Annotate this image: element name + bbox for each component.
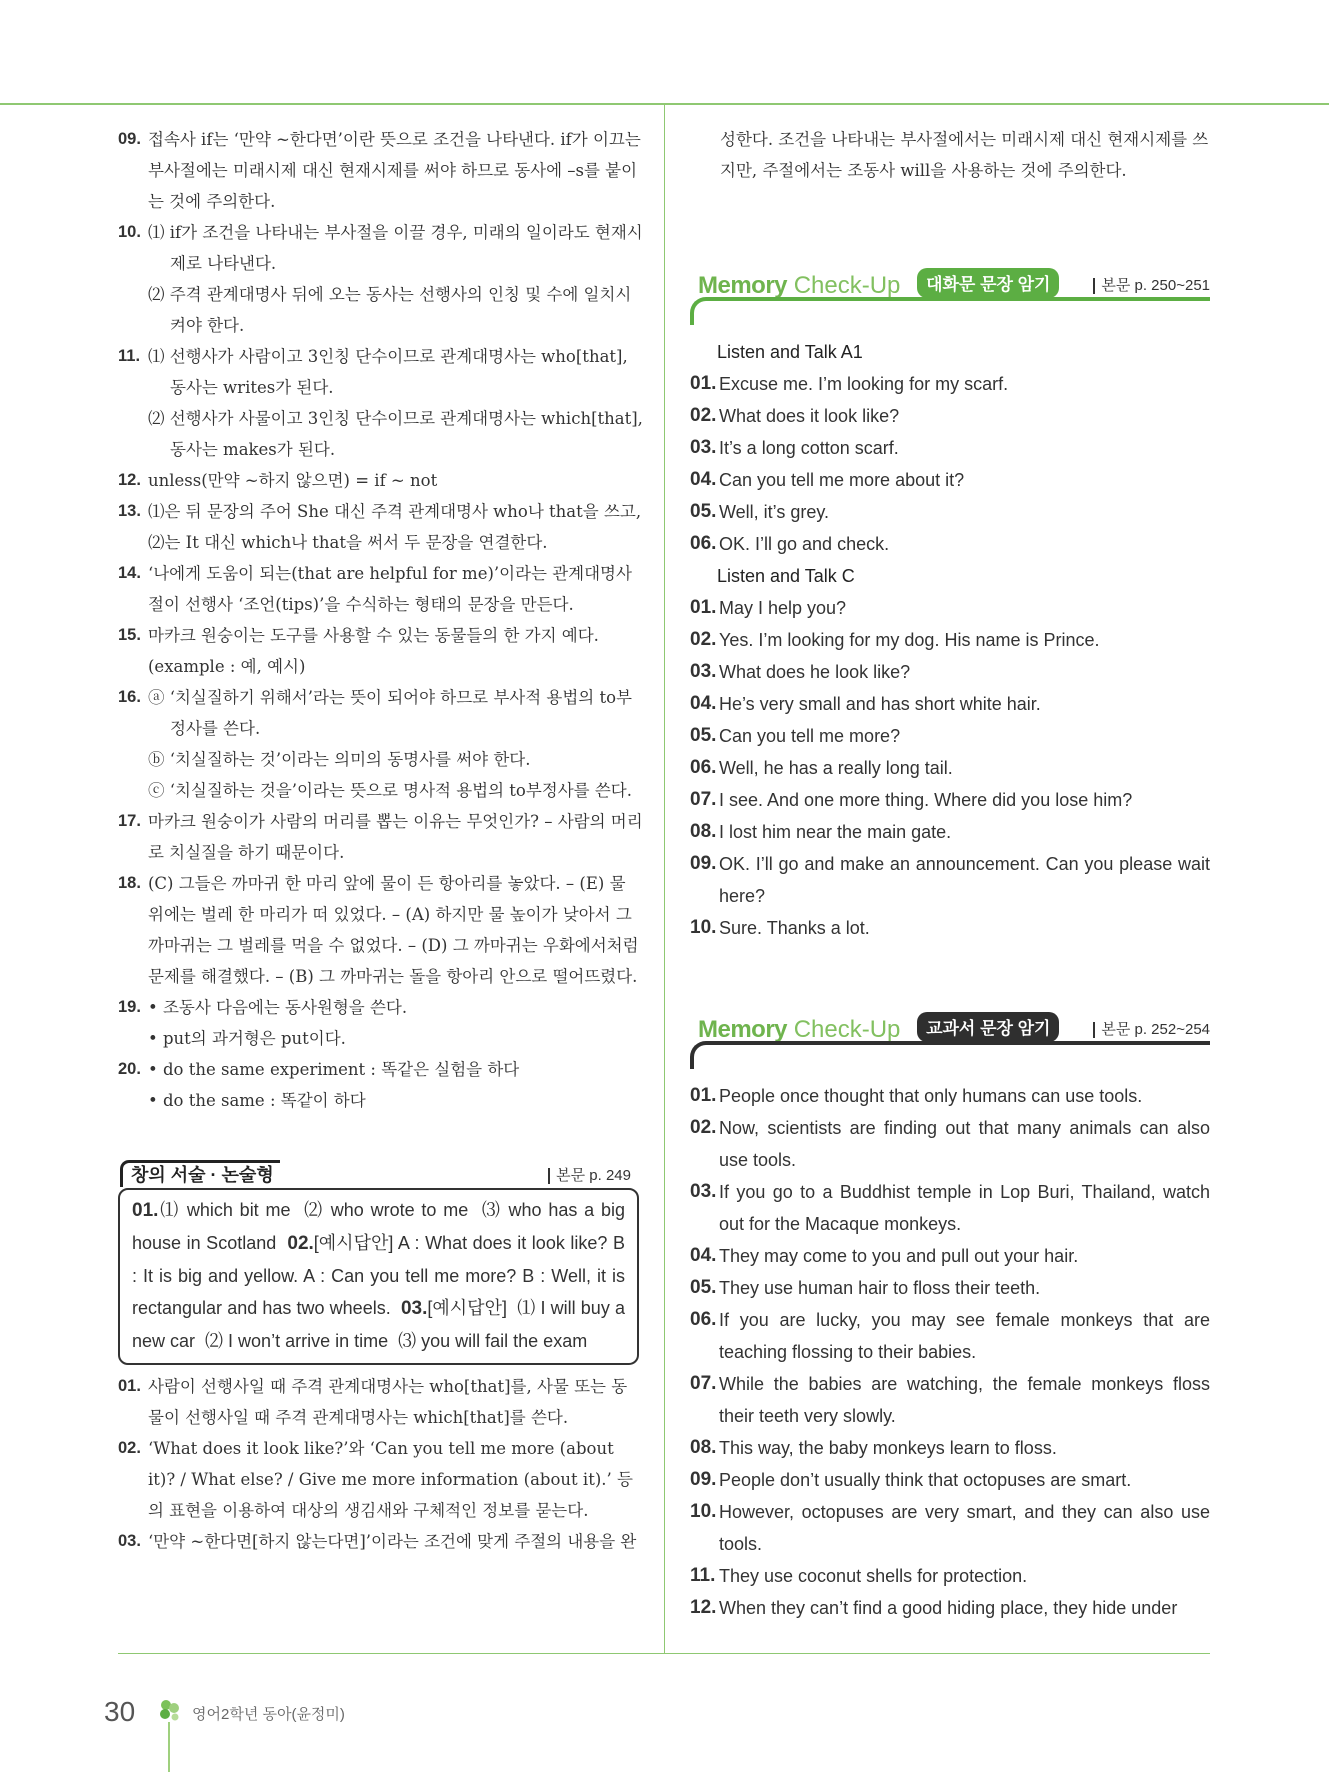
- explanation-item: [118, 868, 643, 992]
- explanation-line: ⑴은 뒤 문장의 주어 She 대신 주격 관계대명사 who나 that을 쓰고, ⑵는 It 대신 which나 that을 써서 두 문장을 연결한다.: [148, 502, 642, 552]
- sentence-item: [690, 1176, 1210, 1240]
- explanation-item: [118, 217, 643, 341]
- explanation-line: • put의 과거형은 put이다.: [148, 1029, 346, 1048]
- explanation-item: [118, 992, 643, 1054]
- item-number: 19.: [118, 998, 141, 1016]
- box-num-01: 01.: [132, 1200, 159, 1221]
- sentence-text: May I help you?: [719, 598, 847, 618]
- explanation-line: ⓑ ‘치실질하는 것’이라는 의미의 동명사를 써야 한다.: [148, 750, 531, 769]
- item-number: 18.: [118, 874, 141, 892]
- sentence-text: Can you tell me more?: [719, 726, 901, 746]
- sentence-text: People don’t usually think that octopuses are smart.: [719, 1470, 1132, 1490]
- explanation-item: [118, 1526, 643, 1557]
- sentence-text: If you go to a Buddhist temple in Lop Buri, Thailand, watch out for the Macaque monkeys.: [719, 1182, 1210, 1234]
- sentence-item: [690, 1432, 1210, 1464]
- explanation-line: ⑵ 주격 관계대명사 뒤에 오는 동사는 선행사의 인칭 및 수에 일치시켜야 한다.: [148, 285, 632, 335]
- explanation-line: 사람이 선행사일 때 주격 관계대명사는 who[that]를, 사물 또는 동물이 선행사일 때 주격 관계대명사는 which[that]를 쓴다.: [148, 1377, 628, 1427]
- sentence-number: 05.: [690, 501, 717, 522]
- sentence-item: [690, 1368, 1210, 1432]
- sentence-item: [690, 1112, 1210, 1176]
- sentence-text: People once thought that only humans can use tools.: [719, 1086, 1143, 1106]
- sentence-number: 02.: [690, 1117, 717, 1138]
- sentence-item: [690, 848, 1210, 912]
- checkup-word-2: Check-Up: [793, 1016, 901, 1043]
- explanation-line: 마카크 원숭이는 도구를 사용할 수 있는 동물들의 한 가지 예다. (example : 예, 예시): [148, 626, 599, 676]
- explanation-line: 접속사 if는 ‘만약 ~한다면’이란 뜻으로 조건을 나타낸다. if가 이끄는 부사절에는 미래시제 대신 현재시제를 써야 하므로 동사에 –s를 붙이는 것에 주의한다.: [148, 130, 641, 211]
- memory-checkup-title: [698, 268, 1059, 300]
- memory-word: Memory: [698, 272, 788, 299]
- bottom-rule: [118, 1653, 1210, 1654]
- sentence-text: It’s a long cotton scarf.: [719, 438, 899, 458]
- explanation-line: ⑴ 선행사가 사람이고 3인칭 단수이므로 관계대명사는 who[that], 동사는 writes가 된다.: [148, 347, 628, 397]
- creative-writing-answer-box: [118, 1188, 639, 1365]
- explanation-line: ‘나에게 도움이 되는(that are helpful for me)’이라는 관계대명사절이 선행사 ‘조언(tips)’을 수식하는 형태의 문장을 만든다.: [148, 564, 632, 614]
- explanation-line: • do the same : 똑같이 하다: [148, 1091, 366, 1110]
- sentence-text: I see. And one more thing. Where did you lose him?: [719, 790, 1133, 810]
- sentence-item: [690, 624, 1210, 656]
- box-answer-1b: ⑵ who wrote to me: [304, 1200, 469, 1220]
- sentence-number: 02.: [690, 629, 717, 650]
- explanation-line: • do the same experiment : 똑같은 실험을 하다: [148, 1060, 520, 1079]
- section-heading: Listen and Talk A1: [717, 342, 863, 362]
- explanation-line: (C) 그들은 까마귀 한 마리 앞에 물이 든 항아리를 놓았다. – (E) 물 위에는 벌레 한 마리가 떠 있었다. – (A) 하지만 물 높이가 낮아서 그 까마귀는 그 벌레를 먹을 수 없었다. – (D) 그 까마귀는 우화에서처럼 문제를 해결했다. – (B) 그 까마귀는 돌을 항아리 안으로 떨어뜨렸다.: [148, 874, 639, 986]
- explanation-line: ‘What does it look like?’와 ‘Can you tell me more (about it)? / What else? / Give me more information (about it).’ 등의 표현을 이용하여 대상의 생김새와 구체적인 정보를 묻는다.: [148, 1439, 633, 1520]
- explanation-item: [118, 806, 643, 868]
- column-divider: [664, 104, 665, 1653]
- sentence-text: Well, it’s grey.: [719, 502, 830, 522]
- item-number: 17.: [118, 812, 141, 830]
- explanation-line: ⓒ ‘치실질하는 것을’이라는 뜻으로 명사적 용법의 to부정사를 쓴다.: [148, 781, 632, 800]
- sentence-text: OK. I’ll go and check.: [719, 534, 890, 554]
- sentence-number: 10.: [690, 1501, 717, 1522]
- green-bracket: [690, 297, 1210, 325]
- explanation-line: ‘만약 ~한다면[하지 않는다면]’이라는 조건에 맞게 주절의 내용을 완: [148, 1532, 637, 1551]
- sentence-text: However, octopuses are very smart, and they can also use tools.: [719, 1502, 1210, 1554]
- explanation-item: [118, 1371, 643, 1433]
- sentence-number: 02.: [690, 405, 717, 426]
- item-number: 16.: [118, 688, 141, 706]
- right-column: [690, 124, 1210, 1624]
- sentence-text: Yes. I’m looking for my dog. His name is Prince.: [719, 630, 1100, 650]
- explanation-item: [118, 558, 643, 620]
- explanation-item: [118, 124, 643, 217]
- explanation-item: [118, 465, 643, 496]
- sentence-number: 04.: [690, 469, 717, 490]
- textbook-sentences: [690, 1080, 1210, 1624]
- explanation-line: ⑴ if가 조건을 나타내는 부사절을 이끌 경우, 미래의 일이라도 현재시제로 나타낸다.: [148, 223, 643, 273]
- sentence-item: [690, 1464, 1210, 1496]
- sentence-number: 09.: [690, 1469, 717, 1490]
- clover-icon: [156, 1697, 184, 1725]
- sentence-item: [690, 368, 1210, 400]
- sentence-item: [690, 912, 1210, 944]
- footer-stem: [168, 1722, 170, 1772]
- sentence-item: [690, 784, 1210, 816]
- sentence-number: 12.: [690, 1597, 717, 1618]
- sentence-item: [690, 528, 1210, 560]
- box-num-03: 03.: [400, 1298, 428, 1319]
- book-title: 영어2학년 동아(윤정미): [192, 1706, 345, 1723]
- sentence-number: 09.: [690, 853, 717, 874]
- creative-writing-header: [118, 1160, 643, 1188]
- item-number: 15.: [118, 626, 141, 644]
- sentence-text: This way, the baby monkeys learn to floss.: [719, 1438, 1057, 1458]
- sentence-number: 06.: [690, 757, 717, 778]
- explanation-line: ⑵ 선행사가 사물이고 3인칭 단수이므로 관계대명사는 which[that], 동사는 makes가 된다.: [148, 409, 643, 459]
- sentence-text: Excuse me. I’m looking for my scarf.: [719, 374, 1009, 394]
- dialogue-badge: 대화문 문장 암기: [917, 268, 1059, 298]
- sentence-number: 01.: [690, 373, 717, 394]
- sentence-text: OK. I’ll go and make an announcement. Can you please wait here?: [719, 854, 1210, 906]
- sentence-item: [690, 1080, 1210, 1112]
- sentence-text: He’s very small and has short white hair.: [719, 694, 1041, 714]
- sentence-text: I lost him near the main gate.: [719, 822, 952, 842]
- sentence-item: [690, 592, 1210, 624]
- sentence-text: They use human hair to floss their teeth.: [719, 1278, 1041, 1298]
- sentence-item: [690, 1272, 1210, 1304]
- sentence-text: Now, scientists are finding out that many animals can also use tools.: [719, 1118, 1210, 1170]
- explanation-line: ⓐ ‘치실질하기 위해서’라는 뜻이 되어야 하므로 부사적 용법의 to부정사를 쓴다.: [148, 688, 632, 738]
- sentence-number: 05.: [690, 725, 717, 746]
- sentence-item: [690, 464, 1210, 496]
- sentence-number: 03.: [690, 437, 717, 458]
- sentence-number: 04.: [690, 693, 717, 714]
- item-number: 10.: [118, 223, 141, 241]
- answer-explanations-list: [118, 124, 643, 1116]
- sentence-number: 01.: [690, 597, 717, 618]
- sentence-item: [690, 1592, 1210, 1624]
- sentence-item: [690, 720, 1210, 752]
- sentence-text: They may come to you and pull out your hair.: [719, 1246, 1079, 1266]
- dialogue-page-ref: 본문 p. 250~251: [1093, 278, 1210, 294]
- item-number: 13.: [118, 502, 141, 520]
- box-answer-3c: ⑶ you will fail the exam: [398, 1331, 588, 1351]
- sentence-item: [690, 1496, 1210, 1560]
- memory-word-2: Memory: [698, 1016, 788, 1043]
- sentence-number: 03.: [690, 1181, 717, 1202]
- creative-writing-page-ref: 본문 p. 249: [548, 1168, 631, 1184]
- sentence-number: 05.: [690, 1277, 717, 1298]
- sentence-item: [690, 432, 1210, 464]
- box-answer-3a: ⑴ I will buy a new car: [132, 1298, 625, 1351]
- item-number: 03.: [118, 1532, 141, 1550]
- sentence-number: 03.: [690, 661, 717, 682]
- box-answer-1a: ⑴ which bit me: [158, 1200, 291, 1220]
- continued-explanation: 성한다. 조건을 나타내는 부사절에서는 미래시제 대신 현재시제를 쓰지만, 주절에서는 조동사 will을 사용하는 것에 주의한다.: [720, 130, 1209, 180]
- sentence-item: [690, 400, 1210, 432]
- sentence-number: 10.: [690, 917, 717, 938]
- sentence-text: What does he look like?: [719, 662, 911, 682]
- sentence-item: [690, 1304, 1210, 1368]
- item-number: 20.: [118, 1060, 141, 1078]
- item-number: 09.: [118, 130, 141, 148]
- sentence-item: [690, 1240, 1210, 1272]
- item-number: 01.: [118, 1377, 141, 1395]
- sentence-text: When they can’t find a good hiding place, they hide under: [719, 1598, 1178, 1618]
- page-number: 30: [104, 1696, 136, 1727]
- explanation-line: unless(만약 ~하지 않으면) = if ~ not: [148, 471, 438, 490]
- memory-checkup-title-2: [698, 1012, 1059, 1044]
- memory-checkup-dialogue-header: [690, 264, 1210, 326]
- sentence-number: 11.: [690, 1565, 716, 1586]
- left-column: [118, 124, 643, 1557]
- sentence-number: 08.: [690, 821, 717, 842]
- sentence-number: 01.: [690, 1085, 717, 1106]
- textbook-page-ref: 본문 p. 252~254: [1093, 1022, 1210, 1038]
- dialogue-sentences: [690, 336, 1210, 944]
- item-number: 12.: [118, 471, 141, 489]
- explanation-item: [118, 682, 643, 806]
- box-answer-1c: ⑶ who has a big house in Scotland: [132, 1200, 625, 1253]
- sentence-item: [690, 656, 1210, 688]
- explanation-line: 마카크 원숭이가 사람의 머리를 뽑는 이유는 무엇인가? – 사람의 머리로 치실질을 하기 때문이다.: [148, 812, 643, 862]
- sentence-item: [690, 496, 1210, 528]
- box-answer-3b: ⑵ I won’t arrive in time: [205, 1331, 389, 1351]
- sentence-number: 06.: [690, 1309, 717, 1330]
- box-answer-3-label: [예시답안]: [427, 1298, 507, 1318]
- item-number: 02.: [118, 1439, 141, 1457]
- explanation-item: [118, 620, 643, 682]
- sentence-item: [690, 816, 1210, 848]
- memory-checkup-textbook-header: [690, 1008, 1210, 1070]
- sentence-text: If you are lucky, you may see female monkeys that are teaching flossing to their babies.: [719, 1310, 1210, 1362]
- sentence-text: Sure. Thanks a lot.: [719, 918, 870, 938]
- checkup-word: Check-Up: [793, 272, 901, 299]
- explanation-item: [118, 341, 643, 465]
- creative-writing-title: 창의 서술 · 논술형: [120, 1160, 280, 1187]
- sentence-number: 07.: [690, 789, 717, 810]
- sentence-item: [690, 1560, 1210, 1592]
- sentence-number: 07.: [690, 1373, 717, 1394]
- sentence-text: Can you tell me more about it?: [719, 470, 965, 490]
- sentence-item: [690, 752, 1210, 784]
- box-num-02: 02.: [287, 1233, 314, 1254]
- explanation-item: [118, 1054, 643, 1116]
- sentence-number: 04.: [690, 1245, 717, 1266]
- explanation-item: [118, 1433, 643, 1526]
- item-number: 11.: [118, 347, 141, 365]
- textbook-badge: 교과서 문장 암기: [917, 1012, 1059, 1042]
- sentence-text: While the babies are watching, the female monkeys floss their teeth very slowly.: [719, 1374, 1210, 1426]
- sentence-number: 08.: [690, 1437, 717, 1458]
- dark-bracket: [690, 1041, 1210, 1069]
- sentence-text: Well, he has a really long tail.: [719, 758, 953, 778]
- section-heading: Listen and Talk C: [717, 566, 855, 586]
- explanation-line: • 조동사 다음에는 동사원형을 쓴다.: [148, 998, 408, 1017]
- sentence-text: They use coconut shells for protection.: [719, 1566, 1028, 1586]
- sentence-text: What does it look like?: [719, 406, 900, 426]
- box-answer-2: [예시답안] A : What does it look like? B : It is big and yellow. A : Can you tell me more? B : Well, it is rectangular and has two wheels.: [132, 1233, 625, 1318]
- sentence-number: 06.: [690, 533, 717, 554]
- explanation-item: [118, 496, 643, 558]
- creative-writing-explanations: [118, 1371, 643, 1557]
- sentence-item: [690, 688, 1210, 720]
- item-number: 14.: [118, 564, 141, 582]
